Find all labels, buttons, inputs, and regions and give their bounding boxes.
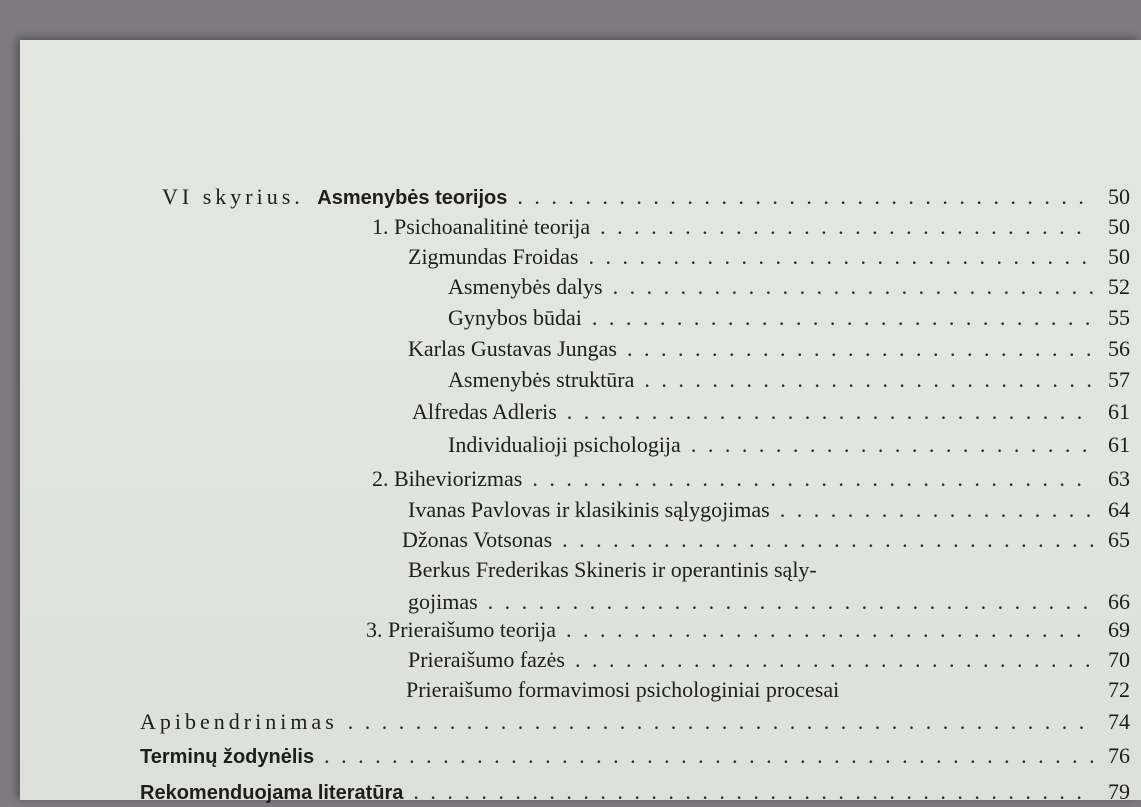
leader-dots [348,708,1094,736]
toc-entry [448,273,1130,301]
table-of-contents [20,40,1141,804]
toc-entry-line: Berkus Frederikas Skineris ir operantinis sąly- [408,557,817,582]
leader-dots [567,398,1094,426]
leader-dots [532,465,1094,493]
page-number: 72 [1108,677,1130,702]
page-number: 57 [1108,367,1130,392]
entry-title: 2. Biheviorizmas [372,466,523,491]
entry-title: Rekomenduojama literatūra [140,782,404,804]
toc-entry [408,646,1130,674]
page-number: 50 [1108,214,1130,239]
page-number: 70 [1108,647,1130,672]
leader-dots [613,273,1094,301]
page-number: 76 [1108,743,1130,768]
toc-entry [412,398,1130,426]
leader-dots [780,496,1094,524]
page-number: 55 [1108,305,1130,330]
page-number: 63 [1108,466,1130,491]
entry-title: Apibendrinimas [140,709,338,734]
toc-entry [372,465,1130,493]
entry-title: Terminų žodynėlis [140,746,315,768]
toc-entry [372,213,1130,241]
toc-entry [406,676,1130,704]
entry-title: Asmenybės struktūra [448,367,635,392]
toc-entry [448,304,1130,332]
page-number: 66 [1108,589,1130,614]
toc-entry [402,526,1130,554]
page-number: 50 [1108,244,1130,269]
leader-dots [575,646,1094,674]
entry-title: Ivanas Pavlovas ir klasikinis sąlygojimas [408,497,770,522]
toc-entry [448,366,1130,394]
leader-dots [627,335,1094,363]
leader-dots [600,213,1094,241]
entry-title: Karlas Gustavas Jungas [408,336,617,361]
toc-entry [408,496,1130,524]
page-number: 79 [1108,779,1130,804]
toc-entry [140,708,1130,736]
leader-dots [644,366,1094,394]
toc-entry [366,616,1130,644]
entry-title: Gynybos būdai [448,305,582,330]
leader-dots [488,588,1094,616]
page-number: 50 [1108,184,1130,209]
toc-chapter [162,183,1130,212]
entry-title: Prieraišumo fazės [408,647,565,672]
page-number: 69 [1108,617,1130,642]
leader-dots [592,304,1094,332]
leader-dots [517,183,1094,211]
leader-dots [589,243,1095,271]
entry-title: Džonas Votsonas [402,527,553,552]
chapter-prefix: VI skyrius. [162,184,304,209]
page-number: 74 [1108,709,1130,734]
entry-title: Individualioji psichologija [448,432,681,457]
toc-entry [408,243,1130,271]
leader-dots [562,526,1094,554]
toc-entry [140,778,1130,807]
page-number: 61 [1108,432,1130,457]
leader-dots [413,778,1094,806]
entry-title: Asmenybės dalys [448,274,603,299]
entry-title: Prieraišumo formavimosi psichologiniai procesai [406,677,840,702]
page-number: 56 [1108,336,1130,361]
book-page [20,40,1141,804]
entry-title: 3. Prieraišumo teorija [366,617,557,642]
toc-entry [448,431,1130,459]
leader-dots [324,742,1094,770]
page-number: 64 [1108,497,1130,522]
entry-title: 1. Psichoanalitinė teorija [372,214,591,239]
entry-title: Zigmundas Froidas [408,244,579,269]
toc-entry [140,742,1130,771]
page-number: 52 [1108,274,1130,299]
entry-title: Alfredas Adleris [412,399,557,424]
entry-title: gojimas [408,589,478,614]
page-number: 65 [1108,527,1130,552]
toc-entry [408,335,1130,363]
toc-entry [408,588,1130,616]
leader-dots [566,616,1094,644]
chapter-title: Asmenybės teorijos [317,187,508,209]
leader-dots [691,431,1094,459]
page-number: 61 [1108,399,1130,424]
